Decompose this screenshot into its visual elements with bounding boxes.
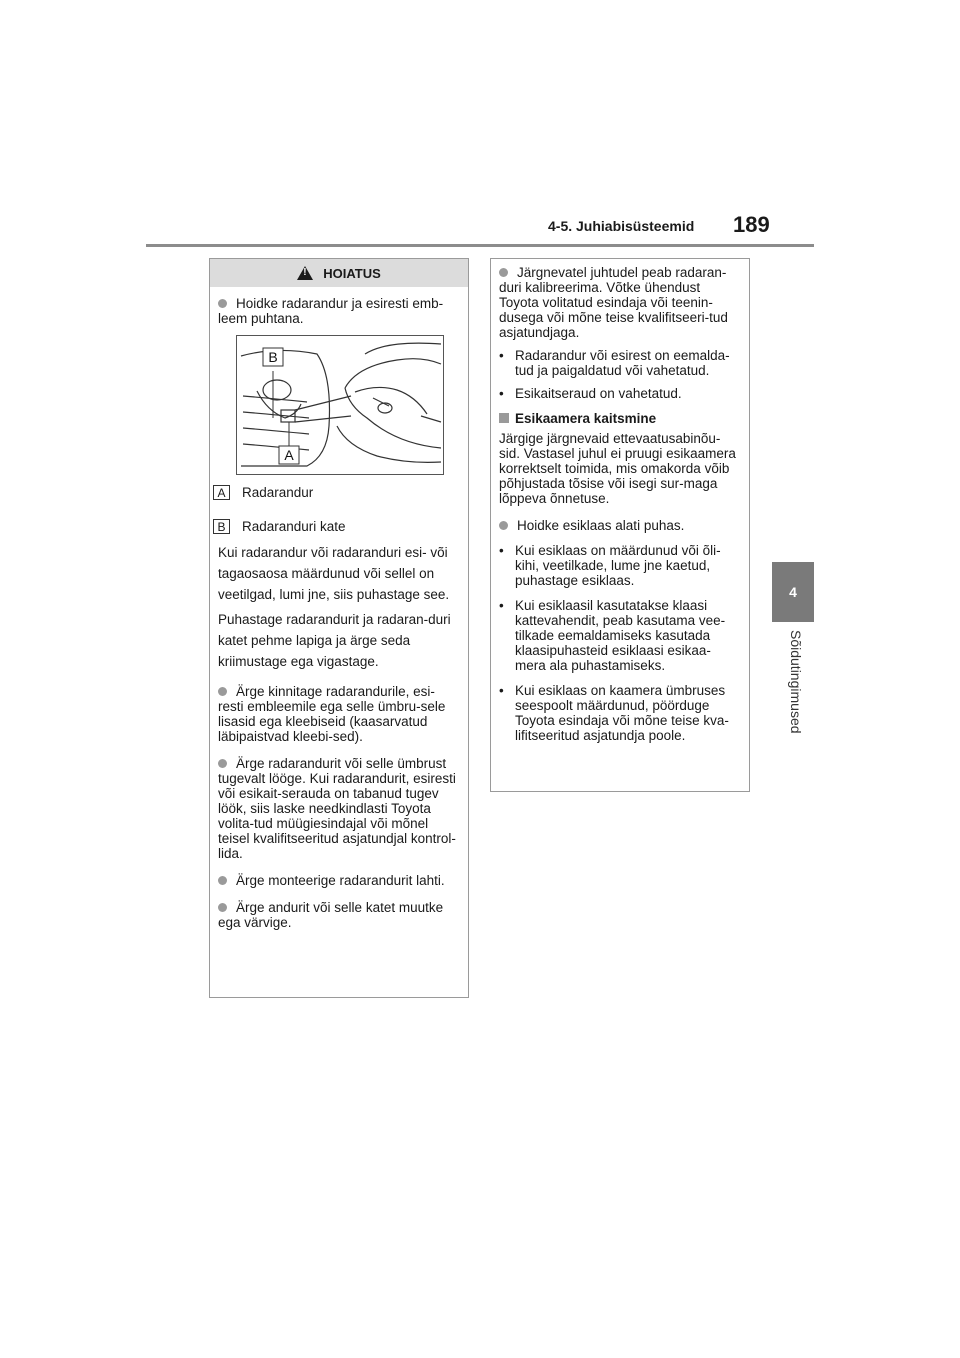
- warning-paragraph: Puhastage radarandurit ja radaran-duri katet pehme lapiga ja ärge seda kriimustage ega vigastage.: [218, 612, 451, 669]
- bullet-icon: [499, 521, 508, 530]
- section-heading: Esikaamera kaitsmine: [499, 411, 741, 427]
- bullet-icon: [218, 759, 227, 768]
- warning-title: HOIATUS: [323, 265, 381, 281]
- legend-text: Radarandur: [242, 485, 314, 500]
- warning-bullet: Ärge kinnitage radarandurile, esi-resti embleemile ega selle ümbru-sele lisasid ega kleebiseid (kaasarvatud läbipaistvad kleebi-sed).: [218, 684, 446, 744]
- info-sub-item: • Kui esiklaas on kaamera ümbruses seespoolt määrdunud, pöörduge Toyota esindaja või mõne teise kva-lifitseeritud asjatundja poole.: [499, 683, 729, 743]
- warning-bullet: Hoidke radarandur ja esiresti emb-leem puhtana.: [218, 296, 444, 326]
- legend-key: B: [213, 519, 230, 534]
- square-bullet-icon: [499, 413, 509, 423]
- info-bullet: Järgnevatel juhtudel peab radaran-duri kalibreerima. Võtke ühendust Toyota volitatud esindaja või teenin-dusega või mõne teise kvalifitseeri-tud asjatundjaga.: [499, 265, 728, 340]
- warning-bullet: Ärge andurit või selle katet muutke ega värvige.: [218, 900, 444, 930]
- warning-bullet: Ärge monteerige radarandurit lahti.: [218, 873, 460, 888]
- radar-sensor-illustration: [236, 335, 444, 475]
- legend-item: [213, 485, 313, 500]
- bullet-icon: [218, 299, 227, 308]
- info-sub-item: • Kui esiklaas on määrdunud või õli-kihi, veetilkade, lume jne kaetud, puhastage esiklaas.: [499, 543, 721, 588]
- bullet-icon: [499, 268, 508, 277]
- info-box: [490, 258, 750, 792]
- info-bullet: Hoidke esiklaas alati puhas.: [499, 518, 741, 533]
- info-sub-item: • Esikaitseraud on vahetatud.: [499, 386, 682, 401]
- warning-header: [210, 259, 468, 287]
- warning-icon: [297, 266, 313, 280]
- section-title: 4-5. Juhiabisüsteemid: [548, 218, 695, 234]
- bullet-icon: [218, 687, 227, 696]
- warning-paragraph: Kui radarandur või radaranduri esi- või tagaosaosa määrdunud või sellel on veetilgad, lumi jne, siis puhastage see.: [218, 545, 450, 602]
- info-paragraph: Järgige järgnevaid ettevaatusabinõu-sid. Vastasel juhul ei pruugi esikaamera korrektselt toimida, mis omakorda võib põhjustada tõsise või isegi sur-maga lõppeva õnnetuse.: [499, 431, 736, 506]
- header-divider: [146, 244, 814, 247]
- chapter-label: Sõidutingimused: [788, 630, 804, 734]
- warning-bullet: Ärge radarandurit või selle ümbrust tugevalt lööge. Kui radarandurit, esiresti või esikait-serauda on tabanud tugev löök, siis laske needkindlasti Toyota volita-tud müügiesindajal või mõnel teisel kvalifitseeritud asjatundjal kontrol-lida.: [218, 756, 456, 861]
- bullet-icon: [218, 876, 227, 885]
- info-sub-item: • Radarandur või esirest on eemalda-tud ja paigaldatud või vahetatud.: [499, 348, 730, 378]
- car-front-drawing: [237, 336, 443, 474]
- chapter-tab: 4: [772, 562, 814, 622]
- legend-key: A: [213, 485, 230, 500]
- legend-item: [213, 519, 346, 534]
- legend-text: Radaranduri kate: [242, 519, 346, 534]
- info-sub-item: • Kui esiklaasil kasutatakse klaasi kattevahendit, peab kasutama vee-tilkade eemaldamiseks kasutada klaasipuhasteid esiklaasi esikaa-mera ala puhastamiseks.: [499, 598, 726, 673]
- figure-label-a: A: [284, 447, 294, 463]
- figure-label-b: B: [268, 349, 278, 365]
- bullet-icon: [218, 903, 227, 912]
- page-number: 189: [733, 212, 770, 237]
